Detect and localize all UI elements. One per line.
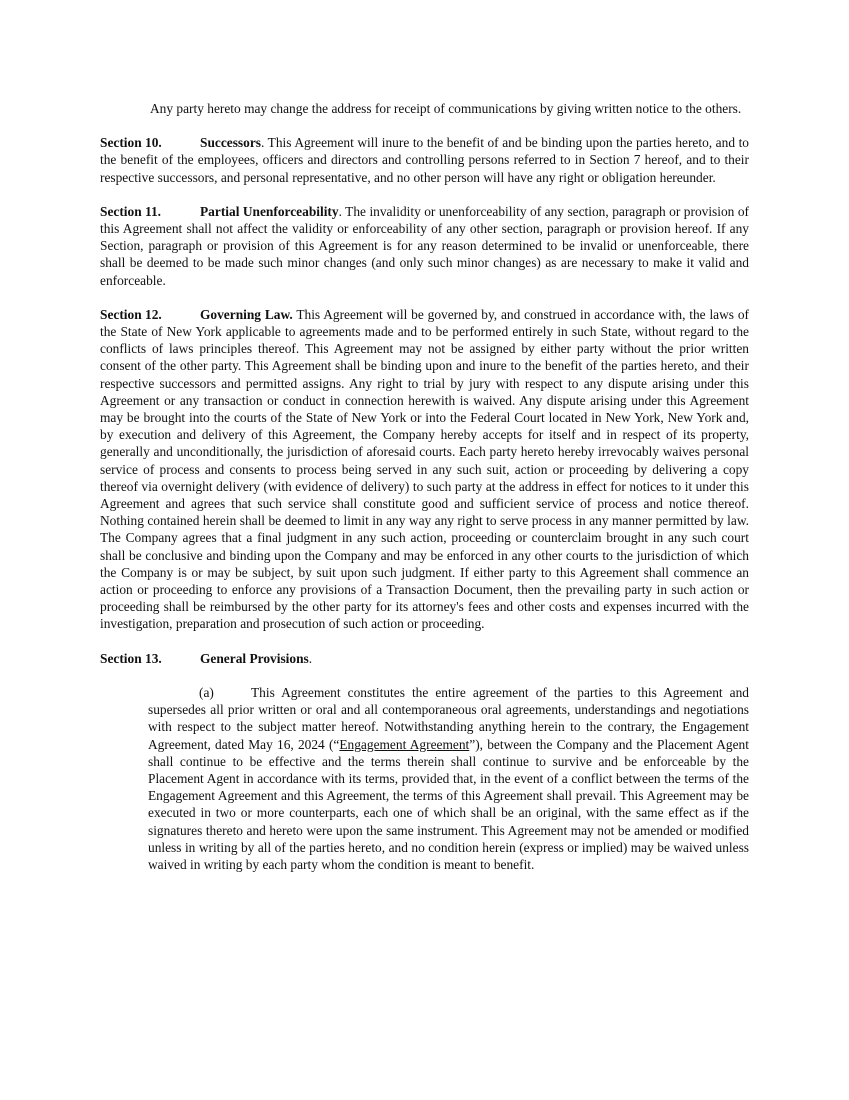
section-heading: Successors xyxy=(200,135,261,151)
subsection-text: This Agreement constitutes the entire agreement of the parties to this Agreement and supersedes all prior written or oral and all contemporaneous oral agreements, understandings and negotiations with respect to the subject matter hereof. Notwithstanding anything herein to the contrary, the Engagement Agreement, dated May 16, 2024 (“ xyxy=(148,684,749,752)
subsection-text-continued: ”), between the Company and the Placement Agent shall continue to be effective and the terms therein shall continue to survive and be enforceable by the Placement Agent in accordance with its terms, provided that, in the event of a conflict between the terms of the Engagement Agreement and this Agreement, the terms of this Agreement shall prevail. This Agreement may be executed in two or more counterparts, each one of which shall be an original, with the same effect as if the signatures thereto and hereto were upon the same instrument. This Agreement may not be amended or modified unless in writing by all of the parties hereto, and no condition herein (express or implied) may be waived unless waived in writing by each party whom the condition is meant to benefit. xyxy=(148,736,749,872)
section-number: Section 10. xyxy=(100,135,162,151)
section-heading: General Provisions xyxy=(200,650,309,666)
heading-period: . xyxy=(261,135,265,151)
document-page xyxy=(100,100,749,873)
section-body: The invalidity or unenforceability of any section, paragraph or provision of this Agreement shall not affect the validity or enforceability of any other section, paragraph or provision hereof. If any Section, paragraph or provision of this Agreement is for any reason determined to be invalid or unenforceable, there shall be deemed to be made such minor changes (and only such minor changes) as are necessary to make it valid and enforceable. xyxy=(100,203,749,288)
section-body: This Agreement will inure to the benefit of and be binding upon the parties hereto, and to the benefit of the employees, officers and directors and controlling persons referred to in Section 7 hereof, and to their respective successors, and personal representative, and no other person will have any right or obligation hereunder. xyxy=(100,135,749,185)
defined-term: Engagement Agreement xyxy=(339,736,470,752)
heading-period: . xyxy=(308,650,313,666)
section-11 xyxy=(100,203,749,289)
section-number: Section 12. xyxy=(100,306,162,322)
subsection-label: (a) xyxy=(199,684,214,700)
section-heading: Governing Law. xyxy=(200,306,293,322)
section-number: Section 11. xyxy=(100,203,162,219)
section-heading: Partial Unenforceability xyxy=(200,203,339,219)
section-12 xyxy=(100,306,749,633)
notice-paragraph: Any party hereto may change the address for receipt of communications by giving written notice to the others. xyxy=(150,101,742,116)
section-10 xyxy=(100,134,749,186)
section-body: This Agreement will be governed by, and construed in accordance with, the laws of the State of New York applicable to agreements made and to be performed entirely in such State, without regard to the conflicts of laws principles thereof. This Agreement may not be assigned by either party without the prior written consent of the other party. This Agreement shall be binding upon and inure to the benefit of the parties hereto, and their respective successors and permitted assigns. Any right to trial by jury with respect to any dispute arising under this Agreement or any transaction or conduct in connection herewith is waived. Any dispute arising under this Agreement may be brought into the courts of the State of New York or into the Federal Court located in New York, New York and, by execution and delivery of this Agreement, the Company hereby accepts for itself and in respect of its property, generally and unconditionally, the jurisdiction of aforesaid courts. Each party hereto hereby irrevocably waives personal service of process and consents to process being served in any such suit, action or proceeding by delivering a copy thereof via overnight delivery (with evidence of delivery) to such party at the address in effect for notices to it under this Agreement and agrees that such service shall constitute good and sufficient service of process and notice thereof. Nothing contained herein shall be deemed to limit in any way any right to serve process in any manner permitted by law. The Company agrees that a final judgment in any such action, proceeding or counterclaim brought in any such court shall be conclusive and binding upon the Company and may be enforced in any other courts to the jurisdiction of which the Company is or may be subject, by suit upon such judgment. If either party to this Agreement shall commence an action or proceeding to enforce any provisions of a Transaction Document, then the prevailing party in such action or proceeding shall be reimbursed by the other party for its attorney's fees and other costs and expenses incurred with the investigation, preparation and prosecution of such action or proceeding. xyxy=(100,306,749,632)
section-13 xyxy=(100,650,749,667)
subsection-a xyxy=(148,684,749,873)
heading-period: . xyxy=(338,203,342,219)
section-number: Section 13. xyxy=(100,650,162,666)
